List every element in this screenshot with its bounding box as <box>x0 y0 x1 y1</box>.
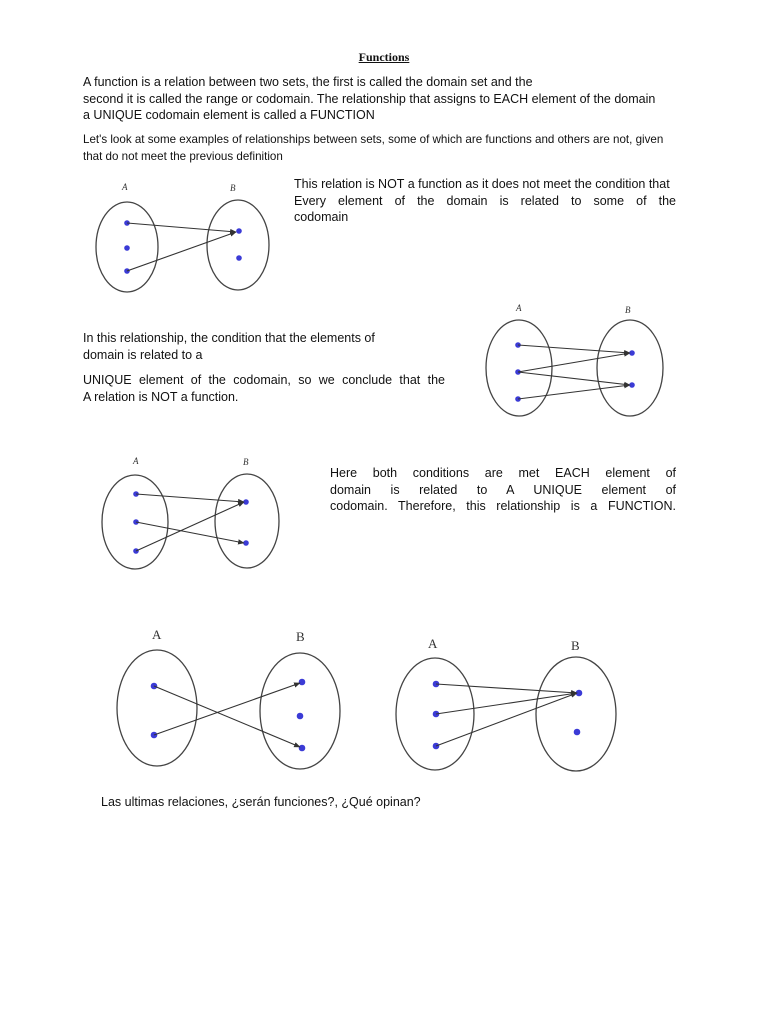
example2-line: UNIQUE element of the codomain, so we conclude that the <box>83 373 445 387</box>
codomain-point <box>297 713 304 720</box>
mapping-arrow <box>518 372 630 385</box>
set-a-label: A <box>122 182 128 192</box>
codomain-point <box>243 540 249 546</box>
domain-ellipse <box>117 650 197 766</box>
page-title: Functions <box>358 50 410 64</box>
example1-line: Every element of the domain is related to some of the <box>294 193 676 208</box>
example2-text-b <box>83 372 445 405</box>
set-a-label: A <box>152 627 162 642</box>
mapping-arrow <box>436 684 577 693</box>
example2-line: A relation is NOT a function. <box>83 389 239 404</box>
codomain-point <box>629 350 635 356</box>
example1-diagram <box>80 178 280 298</box>
mapping-arrow <box>518 385 630 399</box>
codomain-point <box>574 729 581 736</box>
codomain-ellipse <box>260 653 340 769</box>
codomain-point <box>243 499 249 505</box>
example1-line: codomain <box>294 210 349 224</box>
example2-line: domain is related to a <box>83 347 203 362</box>
codomain-point <box>236 228 242 234</box>
codomain-point <box>299 679 306 686</box>
codomain-ellipse <box>215 474 279 568</box>
codomain-point <box>299 745 306 752</box>
intro-line: A function is a relation between two sets, the first is called the domain set and the <box>83 75 533 89</box>
example1-text <box>294 176 676 226</box>
set-b-label: B <box>571 638 580 653</box>
example3-line: domain is related to A UNIQUE element of <box>330 482 676 497</box>
codomain-ellipse <box>207 200 269 290</box>
example4-left-diagram <box>110 625 350 775</box>
example1-line: This relation is NOT a function as it does not meet the condition that <box>294 177 670 191</box>
example3-diagram <box>90 452 290 577</box>
examples-intro-paragraph <box>83 132 693 165</box>
codomain-ellipse <box>536 657 616 771</box>
intro-line: a UNIQUE codomain element is called a FUNCTION <box>83 108 375 122</box>
mapping-arrow <box>154 686 300 747</box>
set-b-label: B <box>296 629 305 644</box>
codomain-point <box>236 255 242 261</box>
mapping-arrow <box>127 232 236 271</box>
set-b-label: B <box>243 457 249 467</box>
examples-intro-line: that do not meet the previous definition <box>83 149 283 163</box>
intro-line: second it is called the range or codomain. The relationship that assigns to EACH element of the domain <box>83 91 656 106</box>
example4-right-diagram <box>390 630 630 780</box>
codomain-point <box>629 382 635 388</box>
mapping-arrow <box>136 494 244 502</box>
closing-question: Las ultimas relaciones, ¿serán funciones?, ¿Qué opinan? <box>101 795 421 809</box>
example3-line: Here both conditions are met EACH element of <box>330 466 676 480</box>
mapping-arrow <box>136 502 244 551</box>
set-b-label: B <box>625 305 631 315</box>
example2-text-a <box>83 330 445 363</box>
example2-diagram <box>478 298 678 423</box>
mapping-arrow <box>518 345 630 353</box>
mapping-arrow <box>127 223 236 232</box>
mapping-arrow <box>154 683 300 735</box>
domain-point <box>124 245 130 251</box>
intro-paragraph <box>83 74 683 124</box>
codomain-ellipse <box>597 320 663 416</box>
set-b-label: B <box>230 183 236 193</box>
mapping-arrow <box>436 693 577 746</box>
example3-text <box>330 465 676 515</box>
set-a-label: A <box>516 303 522 313</box>
mapping-arrow <box>518 353 630 372</box>
mapping-arrow <box>136 522 244 543</box>
example3-line: codomain. Therefore, this relationship is a FUNCTION. <box>330 499 676 513</box>
mapping-arrow <box>436 693 577 714</box>
set-a-label: A <box>133 456 139 466</box>
examples-intro-line: Let's look at some examples of relationships between sets, some of which are functions and others are not, given <box>83 133 664 146</box>
set-a-label: A <box>428 636 438 651</box>
example2-line: In this relationship, the condition that the elements of <box>83 331 375 345</box>
